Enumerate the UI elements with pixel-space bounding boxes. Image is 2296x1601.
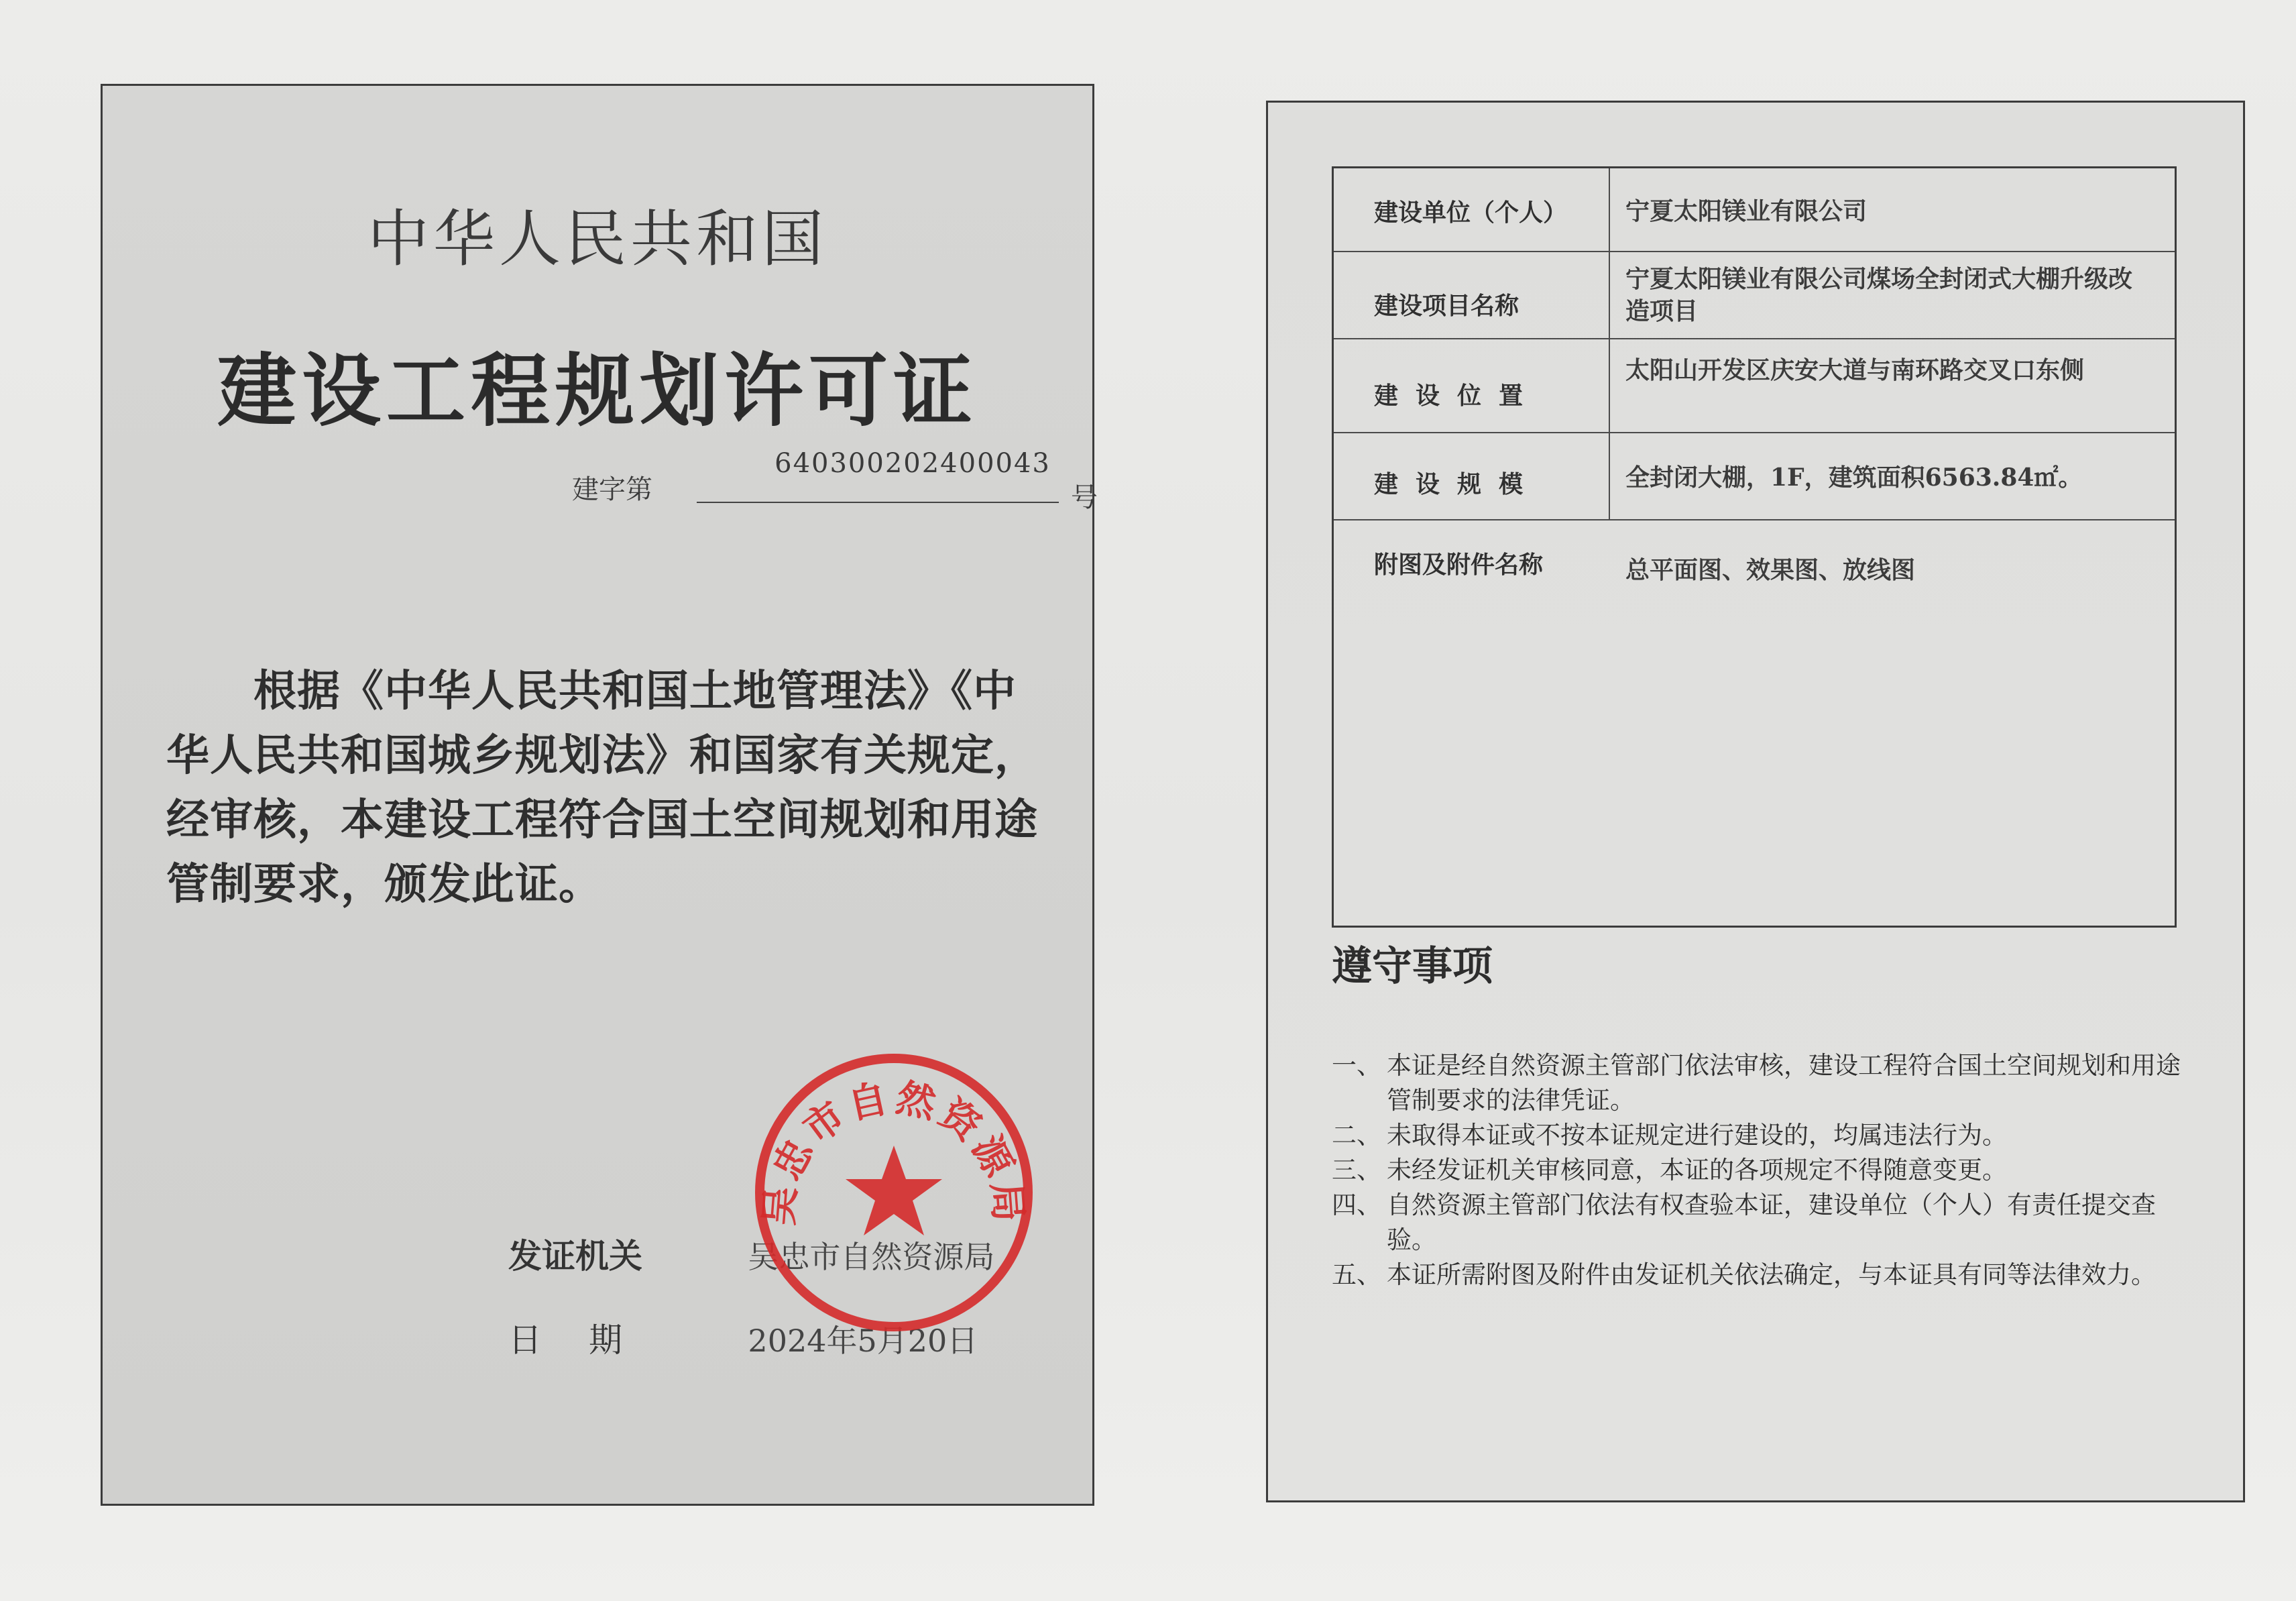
column-divider — [1609, 433, 1610, 519]
rule-text: 本证是经自然资源主管部门依法审核，建设工程符合国土空间规划和用途管制要求的法律凭证。 — [1387, 1051, 2181, 1115]
number-suffix: 号 — [1071, 482, 1098, 513]
rule-number: 一、 — [1332, 1051, 1381, 1080]
info-row-unit — [1334, 168, 2175, 252]
seal-star-icon — [846, 1146, 942, 1235]
certificate-title: 建设工程规划许可证 — [217, 345, 978, 437]
certificate-details-page — [1266, 101, 2245, 1502]
rule-text: 本证所需附图及附件由发证机关依法确定，与本证具有同等法律效力。 — [1387, 1260, 2156, 1289]
rule-number: 五、 — [1332, 1260, 1381, 1289]
rule-text: 未取得本证或不按本证规定进行建设的，均属违法行为。 — [1387, 1121, 2007, 1150]
info-value: 宁夏太阳镁业有限公司 — [1625, 197, 1868, 225]
column-divider — [1609, 168, 1610, 251]
info-value: 宁夏太阳镁业有限公司煤场全封闭式大棚升级改造项目 — [1625, 265, 2133, 325]
country-name: 中华人民共和国 — [367, 203, 827, 275]
rule-item — [1332, 1153, 2183, 1188]
issuer-label: 发证机关 — [508, 1237, 642, 1276]
seal-text: 吴忠市自然资源局 — [756, 1074, 1032, 1227]
official-seal-icon — [746, 1045, 1041, 1340]
certificate-cover-page — [101, 84, 1098, 1506]
rule-item — [1332, 1118, 2183, 1153]
info-key: 建设规模 — [1374, 471, 1541, 498]
rule-number: 四、 — [1332, 1191, 1381, 1219]
info-row-location — [1334, 339, 2175, 433]
rules-title: 遵守事项 — [1332, 943, 1493, 990]
rule-item — [1332, 1048, 2183, 1118]
rule-text: 未经发证机关审核同意，本证的各项规定不得随意变更。 — [1387, 1156, 2007, 1184]
column-divider — [1609, 252, 1610, 338]
column-divider — [1609, 339, 1610, 432]
info-row-project — [1334, 252, 2175, 339]
rule-text: 自然资源主管部门依法有权查验本证，建设单位（个人）有责任提交查验。 — [1387, 1191, 2156, 1254]
rules-list — [1332, 1048, 2183, 1292]
number-underline — [697, 502, 1059, 503]
certificate-number: 640300202400043 — [774, 448, 1051, 479]
info-row-scale — [1334, 433, 2175, 520]
rule-item — [1332, 1258, 2183, 1292]
info-value: 全封闭大棚，1F，建筑面积6563.84㎡。 — [1625, 463, 2083, 492]
issuer-value: 吴忠市自然资源局 — [748, 1239, 995, 1275]
info-value: 总平面图、效果图、放线图 — [1625, 556, 1916, 584]
date-value: 2024年5月20日 — [748, 1323, 978, 1359]
rule-item — [1332, 1188, 2183, 1258]
number-prefix: 建字第 — [572, 474, 652, 505]
info-key: 建设项目名称 — [1374, 292, 1519, 320]
info-key: 附图及附件名称 — [1374, 551, 1544, 579]
date-label: 日期 — [508, 1321, 669, 1360]
rule-number: 二、 — [1332, 1121, 1381, 1150]
info-key: 建设位置 — [1374, 382, 1541, 410]
certificate-body-text: 根据《中华人民共和国土地管理法》《中华人民共和国城乡规划法》和国家有关规定，经审核，本建设工程符合国土空间规划和用途管制要求，颁发此证。 — [166, 667, 1038, 909]
info-table — [1332, 166, 2177, 928]
info-row-attachments — [1334, 520, 2175, 926]
info-key: 建设单位（个人） — [1374, 199, 1568, 227]
rule-number: 三、 — [1332, 1156, 1381, 1184]
info-value: 太阳山开发区庆安大道与南环路交叉口东侧 — [1625, 356, 2085, 384]
